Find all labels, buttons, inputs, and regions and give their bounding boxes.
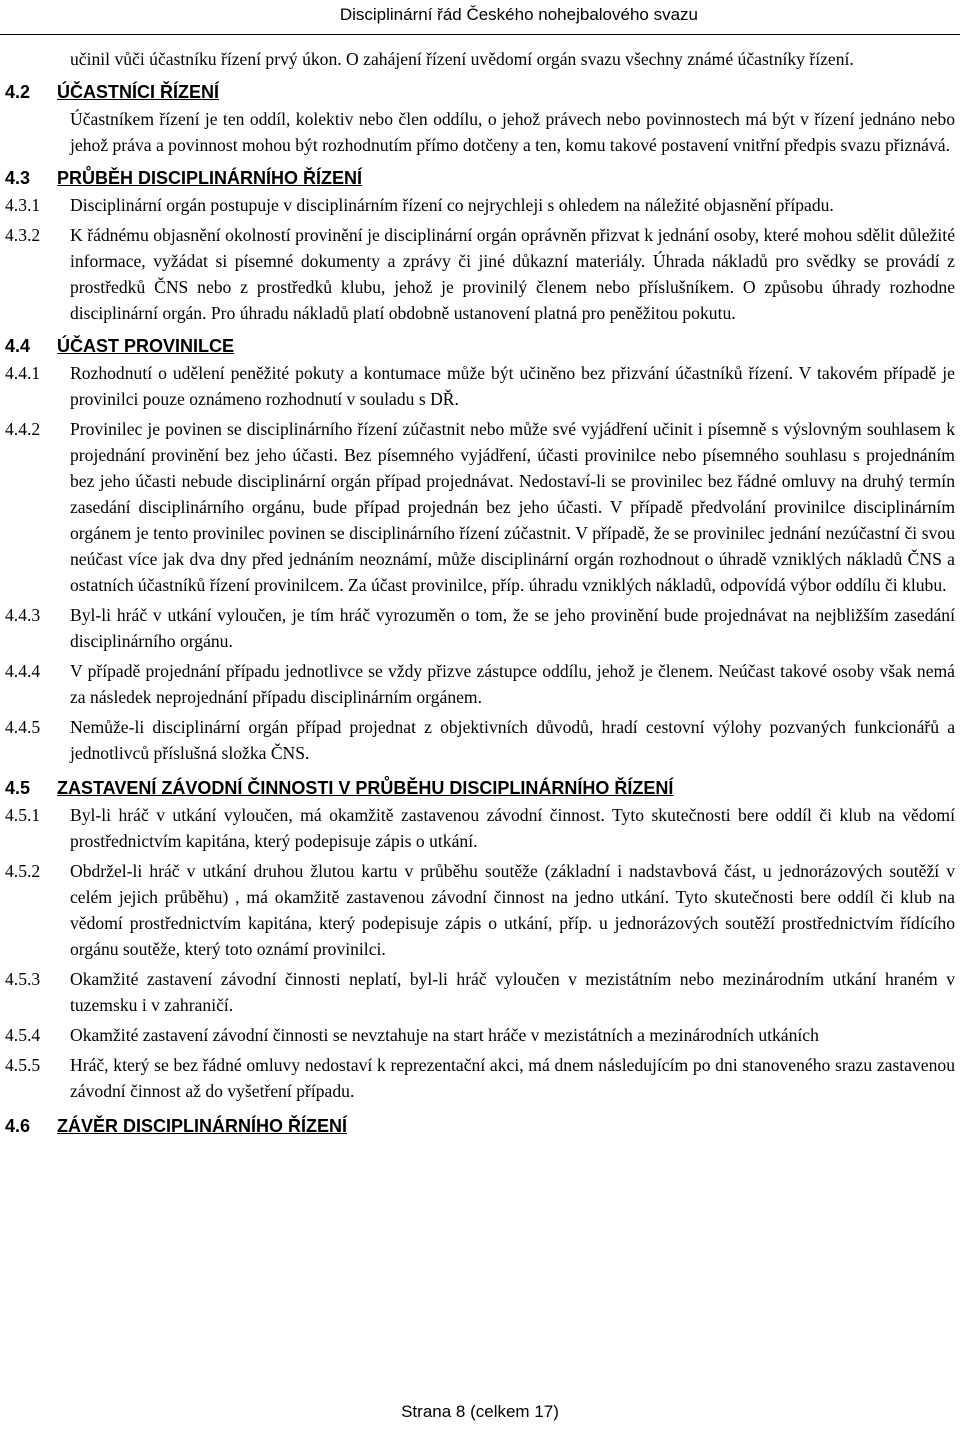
item-number: 4.4.2 bbox=[5, 419, 41, 439]
item-text: Hráč, který se bez řádné omluvy nedostaví k reprezentační akci, má dnem následujícím po dni stanoveného srazu zastavenou závodní činnost až do vyšetření případu. bbox=[70, 1055, 955, 1101]
item-text: Provinilec je povinen se disciplinárního řízení zúčastnit nebo může své vyjádření učinit i písemně s výslovným souhlasem k projednání provinění bez jeho účasti. Bez písemného vyjádření, účasti provinilce nebo písemného souhlasu s projednáním bez jeho účasti nebude disciplinární orgán případ projednávat. Nedostaví-li se provinilec bez řádné omluvy na druhý termín zasedání disciplinárního orgánu, bude případ projednán bez jeho účasti. V případě předvolání provinilce disciplinárním orgánem je tento provinilec povinen se disciplinárního řízení zúčastnit. V případě, že se provinilec jednání nezúčastní či svou neúčast více jak dva dny před jednáním neoznámí, může disciplinární orgán rozhodnout o úhradě vzniklých nákladů ČNS a ostatních účastníků řízení provinilcem. Za účast provinilce, příp. úhradu vzniklých nákladů, odpovídá výbor oddílu či klubu. bbox=[70, 419, 955, 595]
list-item bbox=[5, 858, 955, 962]
item-number: 4.4.4 bbox=[5, 661, 41, 681]
item-number: 4.4.5 bbox=[5, 717, 41, 737]
section-number: 4.6 bbox=[5, 1116, 31, 1136]
item-text: Obdržel-li hráč v utkání druhou žlutou kartu v průběhu soutěže (základní i nadstavbová část, u jednorázových soutěží v celém jejich průběhu) , má okamžitě zastavenou závodní činnost na jedno utkání. Tyto skutečnosti bere oddíl či klub na vědomí prostřednictvím kapitána, který podepisuje zápis o utkání, příp. u jednorázových soutěží prostřednictvím řídícího orgánu soutěže, který toto oznámí provinilci. bbox=[70, 861, 955, 959]
list-item bbox=[5, 966, 955, 1018]
item-number: 4.4.3 bbox=[5, 605, 41, 625]
list-item bbox=[5, 360, 955, 412]
intro-paragraph: učinil vůči účastníku řízení prvý úkon. O zahájení řízení uvědomí orgán svazu všechny známé účastníky řízení. bbox=[70, 49, 854, 69]
header-title: Disciplinární řád Českého nohejbalového svazu bbox=[339, 5, 698, 24]
list-item bbox=[5, 714, 955, 766]
list-item bbox=[5, 1052, 955, 1104]
item-text: Nemůže-li disciplinární orgán případ projednat z objektivních důvodů, hradí cestovní výlohy pozvaných funkcionářů a jednotlivců příslušná složka ČNS. bbox=[70, 717, 955, 763]
item-number: 4.5.4 bbox=[5, 1025, 41, 1045]
page-header bbox=[0, 0, 960, 35]
item-text: Disciplinární orgán postupuje v disciplinárním řízení co nejrychleji s ohledem na náležité objasnění případu. bbox=[70, 195, 834, 215]
section-title: PRŮBĚH DISCIPLINÁRNÍHO ŘÍZENÍ bbox=[57, 168, 363, 188]
section-heading-4-3 bbox=[5, 166, 955, 190]
item-number: 4.5.1 bbox=[5, 805, 41, 825]
section-number: 4.4 bbox=[5, 336, 31, 356]
list-item bbox=[5, 1022, 955, 1048]
page-footer bbox=[0, 1401, 960, 1423]
item-text: Rozhodnutí o udělení peněžité pokuty a kontumace může být učiněno bez přizvání účastníků řízení. V takovém případě je provinilci pouze oznámeno rozhodnutí v souladu s DŘ. bbox=[70, 363, 955, 409]
item-number: 4.3.2 bbox=[5, 225, 41, 245]
item-number: 4.5.3 bbox=[5, 969, 41, 989]
item-number: 4.5.2 bbox=[5, 861, 41, 881]
list-item bbox=[5, 602, 955, 654]
item-text: Okamžité zastavení závodní činnosti neplatí, byl-li hráč vyloučen v mezistátním nebo mezinárodním utkání hraném v tuzemsku i v zahraničí. bbox=[70, 969, 955, 1015]
section-number: 4.5 bbox=[5, 778, 31, 798]
section-heading-4-5 bbox=[5, 776, 955, 800]
section-title: ZASTAVENÍ ZÁVODNÍ ČINNOSTI V PRŮBĚHU DISCIPLINÁRNÍHO ŘÍZENÍ bbox=[57, 778, 674, 798]
document-body bbox=[5, 46, 955, 1140]
list-item bbox=[5, 222, 955, 326]
list-item bbox=[5, 802, 955, 854]
list-item bbox=[5, 192, 955, 218]
section-heading-4-2 bbox=[5, 80, 955, 104]
section-number: 4.3 bbox=[5, 168, 31, 188]
section-title: ÚČAST PROVINILCE bbox=[57, 336, 235, 356]
section-title: ÚČASTNÍCI ŘÍZENÍ bbox=[57, 82, 219, 102]
item-number: 4.4.1 bbox=[5, 363, 41, 383]
item-text: Byl-li hráč v utkání vyloučen, je tím hráč vyrozuměn o tom, že se jeho provinění bude projednávat na nejbližším zasedání disciplinárního orgánu. bbox=[70, 605, 955, 651]
section-heading-4-4 bbox=[5, 334, 955, 358]
section-4-2-body: Účastníkem řízení je ten oddíl, kolektiv nebo člen oddílu, o jehož právech nebo povinnostech má být v řízení jednáno nebo jehož práva a povinnost mohou být rozhodnutím přímo dotčeny a ten, komu takové postavení vnitřní předpis svazu přiznává. bbox=[70, 109, 955, 155]
item-number: 4.5.5 bbox=[5, 1055, 41, 1075]
page-number-label: Strana 8 (celkem 17) bbox=[401, 1402, 559, 1421]
item-text: V případě projednání případu jednotlivce se vždy přizve zástupce oddílu, jehož je členem. Neúčast takové osoby však nemá za následek neprojednání případu disciplinárním orgánem. bbox=[70, 661, 955, 707]
section-number: 4.2 bbox=[5, 82, 31, 102]
list-item bbox=[5, 658, 955, 710]
section-title: ZÁVĚR DISCIPLINÁRNÍHO ŘÍZENÍ bbox=[57, 1116, 348, 1136]
item-text: Byl-li hráč v utkání vyloučen, má okamžitě zastavenou závodní činnost. Tyto skutečnosti bere oddíl či klub na vědomí prostřednictvím kapitána, který podepisuje zápis o utkání. bbox=[70, 805, 955, 851]
item-text: Okamžité zastavení závodní činnosti se nevztahuje na start hráče v mezistátních a mezinárodních utkáních bbox=[70, 1025, 819, 1045]
list-item bbox=[5, 416, 955, 598]
section-heading-4-6 bbox=[5, 1114, 955, 1138]
item-text: K řádnému objasnění okolností provinění je disciplinární orgán oprávněn přizvat k jednání osoby, které mohou sdělit důležité informace, vyžádat si písemné dokumenty a zprávy či jiné důkazní materiály. Úhrada nákladů pro svědky se provádí z prostředků ČNS nebo z prostředků klubu, jehož je provinilý členem nebo příslušníkem. O způsobu úhrady rozhodne disciplinární orgán. Pro úhradu nákladů platí obdobně ustanovení platná pro peněžitou pokutu. bbox=[70, 225, 955, 323]
item-number: 4.3.1 bbox=[5, 195, 41, 215]
